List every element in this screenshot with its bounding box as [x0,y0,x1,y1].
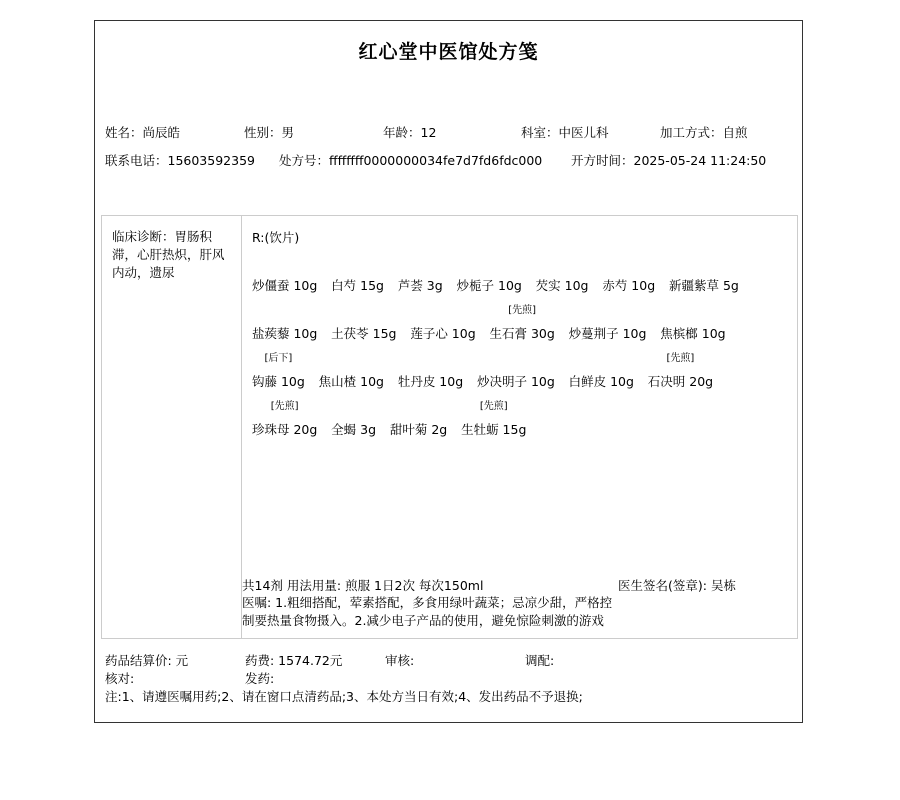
herb-item: 炒决明子 10g [476,374,555,389]
herb-item: [先煎] 珍珠母 20g [252,401,318,437]
page-title: 红心堂中医馆处方笺 [358,41,539,63]
herb-item: 白鲜皮 10g [568,374,634,389]
herb-item: [先煎] 石决明 20g [647,353,714,389]
patient-name: 姓名：尚辰皓 [105,125,181,140]
herb-item: 盐蒺藜 10g [252,326,318,341]
herb-item: 全蝎 3g [331,422,377,437]
herb-row [252,353,723,390]
prescription-body [101,215,798,639]
department: 科室：中医儿科 [521,125,609,140]
patient-gender: 性别：男 [244,125,295,140]
dispense-field: 调配: [525,653,555,668]
doctor-signature: 医生签名(签章): 吴栋 [618,578,736,593]
herb-item: [先煎] 生牡蛎 15g [461,401,527,437]
herb-item: 炒蔓荆子 10g [568,326,647,341]
check-field: 核对: [105,671,135,686]
herb-item: 新疆紫草 5g [668,278,739,293]
review-field: 审核: [385,653,415,668]
herb-item: 芡实 10g [535,278,589,293]
herb-item: 赤芍 10g [602,278,656,293]
contact-phone: 联系电话：15603592359 [105,153,255,168]
herb-item: 白芍 15g [331,278,384,293]
prescription-sheet [94,20,803,723]
herb-item: 焦槟榔 10g [660,326,726,341]
herb-item: 莲子心 10g [410,326,476,341]
prescribe-time: 开方时间：2025-05-24 11:24:50 [571,153,767,168]
herb-row [252,305,736,342]
herb-row [252,276,749,294]
footer-note: 注:1、请遵医嘱用药;2、请在窗口点清药品;3、本处方当日有效;4、发出药品不予退换; [105,689,583,704]
settlement-price: 药品结算价: 元 [105,653,189,668]
process-method: 加工方式：自煎 [660,125,748,140]
herb-item: 牡丹皮 10g [397,374,464,389]
herb-item: 芦荟 3g [397,278,443,293]
usage-dosage: 共14剂 用法用量: 煎服 1日2次 每次150ml [242,578,484,593]
prescription-number: 处方号：ffffffff0000000034fe7d7fd6fdc000 [279,153,543,168]
herb-item: 焦山楂 10g [318,374,384,389]
patient-age: 年龄：12 [383,125,437,140]
clinical-diagnosis: 临床诊断：胃肠积滞，心肝热炽，肝风内动，遗尿 [102,216,242,638]
herb-item: 土茯苓 15g [331,326,397,341]
drug-fee: 药费: 1574.72元 [245,653,343,668]
herb-item: 炒栀子 10g [456,278,522,293]
herb-item: 甜叶菊 2g [389,422,448,437]
herb-row [252,401,536,438]
rx-label: R:(饮片) [252,230,300,245]
herb-item: [先煎] 生石膏 30g [489,305,555,341]
herb-item: 炒僵蚕 10g [252,278,318,293]
issue-field: 发药: [245,671,275,686]
medical-advice: 医嘱: 1.粗细搭配，荤素搭配，多食用绿叶蔬菜；忌凉少甜，严格控制要热量食物摄入。2.减少电子产品的使用，避免惊险刺激的游戏 [242,595,613,628]
herb-item: [后下] 钩藤 10g [252,353,305,389]
